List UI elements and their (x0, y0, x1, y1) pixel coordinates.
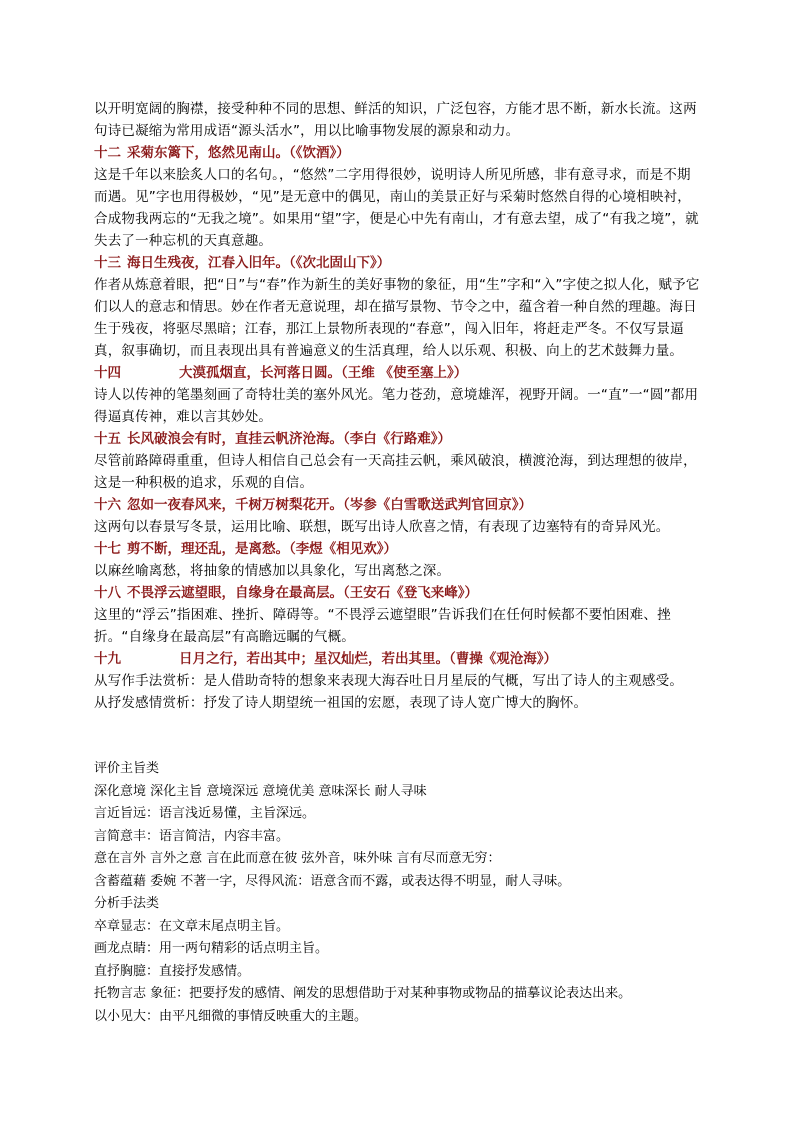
item-number: 十五 (94, 431, 121, 447)
item-heading-15 (94, 428, 702, 450)
term-line: 直抒胸臆：直接抒发感情。 (94, 963, 251, 979)
item-body-18: 这里的“浮云”指困难、挫折、障碍等。“不畏浮云遮望眼”告诉我们在任何时候都不要怕困难、挫折。“自缘身在最高层”有高瞻远瞩的气概。 (94, 607, 671, 645)
item-title: 大漠孤烟直，长河落日圆。（王维 《使至塞上》） (179, 365, 468, 381)
item-number: 十九 (94, 651, 121, 667)
item-number: 十六 (94, 497, 121, 513)
section-spacer (94, 714, 702, 758)
term-line: 以小见大：由平凡细微的事情反映重大的主题。 (94, 1008, 368, 1024)
item-heading-19 (94, 648, 702, 670)
item-body-17: 以麻丝喻离愁，将抽象的情感加以具象化，写出离愁之深。 (94, 563, 451, 579)
item-title: 忽如一夜春风来，千树万树梨花开。（岑参《白雪歌送武判官回京》） (127, 497, 532, 513)
item-heading-14 (94, 362, 702, 384)
item-body-14: 诗人以传神的笔墨刻画了奇特壮美的塞外风光。笔力苍劲，意境雄浑，视野开阔。一“直”一“圆”都用得逼真传神，难以言其妙处。 (94, 387, 699, 425)
item-title: 海日生残夜，江春入旧年。（《次北固山下》） (127, 255, 391, 271)
item-body-15: 尽管前路障碍重重，但诗人相信自己总会有一天高挂云帆，乘风破浪，横渡沧海，到达理想的彼岸，这是一种积极的追求，乐观的自信。 (94, 453, 697, 491)
item-title: 剪不断，理还乱，是离愁。（李煜《相见欢》） (127, 541, 397, 557)
item-number: 十四 (94, 365, 121, 381)
item-number: 十七 (94, 541, 121, 557)
item-heading-17 (94, 538, 702, 560)
term-line: 言近旨远：语言浅近易懂，主旨深远。 (94, 806, 316, 821)
item-title: 采菊东篱下，悠然见南山。（《饮酒》） (127, 145, 350, 161)
item-heading-16 (94, 494, 702, 516)
item-body-19: 从写作手法赏析：是人借助奇特的想象来表现大海吞吐日月星辰的气概，写出了诗人的主观感受。 (94, 673, 684, 689)
item-body-13: 作者从炼意着眼，把“日”与“春”作为新生的美好事物的象征，用“生”字和“入”字使之拟人化，赋予它们以人的意志和情思。妙在作者无意说理，却在描写景物、节令之中，蕴含着一种自然的理趣。海日生于残夜，将驱尽黑暗；江春，那江上景物所表现的“春意”，闯入旧年，将赶走严冬。不仅写景逼真，叙事确切，而且表现出具有普遍意义的生活真理，给人以乐观、积极、向上的艺术鼓舞力量。 (94, 277, 700, 359)
term-line: 托物言志 象征：把要抒发的感情、阐发的思想借助于对某种事物或物品的描摹议论表达出来。 (94, 986, 632, 1001)
item-heading-12 (94, 142, 702, 164)
item-number: 十三 (94, 255, 121, 271)
document-body (94, 98, 702, 1028)
item-title: 不畏浮云遮望眼，自缘身在最高层。（王安石《登飞来峰》） (127, 585, 478, 601)
term-line: 言简意丰：语言简洁，内容丰富。 (94, 828, 290, 844)
item-body-19b: 从抒发感情赏析：抒发了诗人期望统一祖国的宏愿，表现了诗人宽广博大的胸怀。 (94, 695, 588, 711)
intro-paragraph: 以开明宽阔的胸襟，接受种种不同的思想、鲜活的知识，广泛包容，方能才思不断，新水长流。这两句诗已凝缩为常用成语“源头活水”，用以比喻事物发展的源泉和动力。 (94, 101, 697, 139)
item-title: 长风破浪会有时，直挂云帆济沧海。（李白《行路难》） (127, 431, 451, 447)
term-line: 含蓄蕴藉 委婉 不著一字，尽得风流：语意含而不露，或表达得不明显，耐人寻味。 (94, 873, 571, 889)
term-line: 卒章显志：在文章末尾点明主旨。 (94, 918, 290, 934)
item-heading-13 (94, 252, 702, 274)
item-title: 日月之行，若出其中；星汉灿烂，若出其里。（曹操《观沧海》） (179, 651, 557, 667)
item-number: 十二 (94, 145, 121, 161)
section-heading-evaluate: 评价主旨类 (94, 761, 160, 776)
term-line: 深化意境 深化主旨 意境深远 意境优美 意味深长 耐人寻味 (94, 783, 427, 799)
item-heading-18 (94, 582, 702, 604)
term-line: 画龙点睛：用一两句精彩的话点明主旨。 (94, 941, 329, 956)
item-number: 十八 (94, 585, 121, 601)
section-heading-analysis: 分析手法类 (94, 896, 160, 911)
term-line: 意在言外 言外之意 言在此而意在彼 弦外音，味外味 言有尽而意无穷： (94, 851, 501, 866)
item-body-12: 这是千年以来脍炙人口的名句。，“悠然”二字用得很妙，说明诗人所见所感，非有意寻求，而是不期而遇。见”字也用得极妙，“见”是无意中的偶见，南山的美景正好与采菊时悠然自得的心境相映衬，合成物我两忘的“无我之境”。如果用“望”字，便是心中先有南山，才有意去望，成了“有我之境”，就失去了一种忘机的天真意趣。 (94, 167, 699, 249)
item-body-16: 这两句以春景写冬景，运用比喻、联想，既写出诗人欣喜之情，有表现了边塞特有的奇异风光。 (94, 519, 670, 535)
